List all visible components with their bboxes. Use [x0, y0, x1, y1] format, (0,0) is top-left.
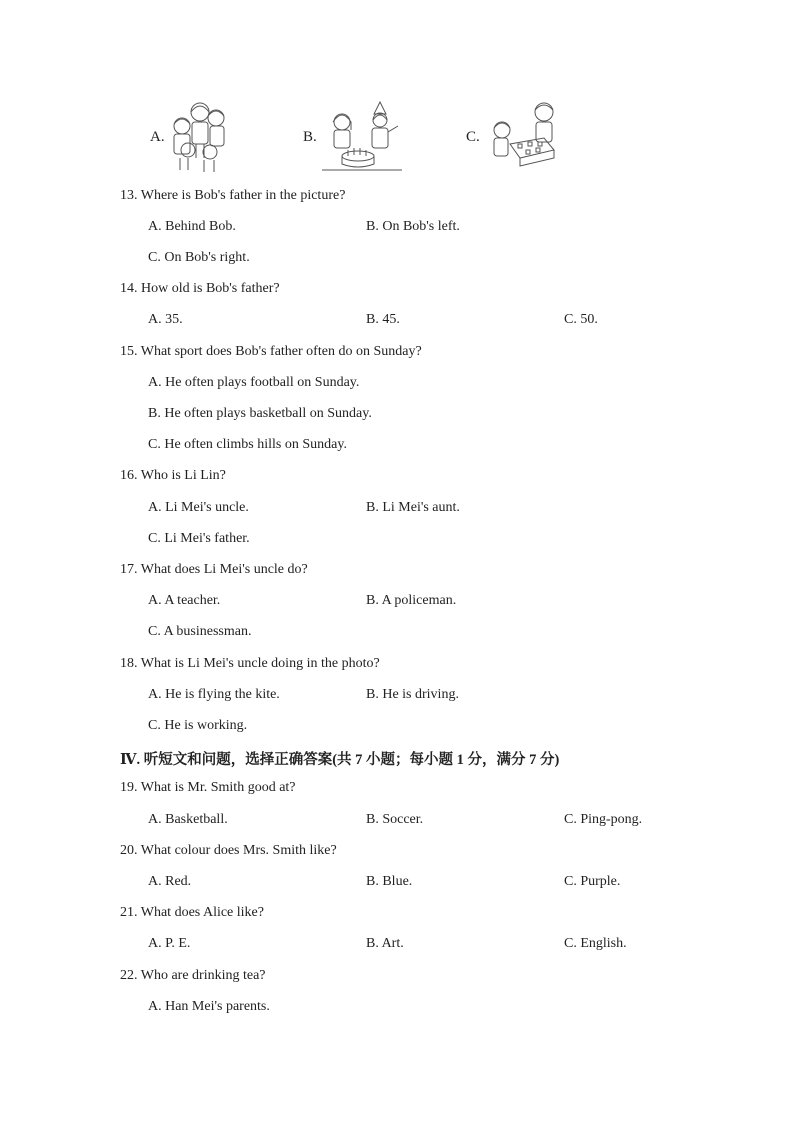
- q15-option-a[interactable]: A. He often plays football on Sunday.: [148, 375, 360, 390]
- q17-option-a[interactable]: A. A teacher.: [148, 593, 221, 608]
- q20-option-a[interactable]: A. Red.: [148, 874, 192, 889]
- question-15: 15. What sport does Bob's father often do on Sunday?: [120, 344, 422, 359]
- q18-option-a[interactable]: A. He is flying the kite.: [148, 687, 280, 702]
- q16-option-b[interactable]: B. Li Mei's aunt.: [366, 500, 460, 515]
- q13-option-b[interactable]: B. On Bob's left.: [366, 219, 460, 234]
- q19-option-b[interactable]: B. Soccer.: [366, 812, 424, 827]
- section-4-title: Ⅳ. 听短文和问题，选择正确答案(共 7 小题；每小题 1 分，满分 7 分): [120, 752, 560, 768]
- q15-option-c[interactable]: C. He often climbs hills on Sunday.: [148, 437, 347, 452]
- q17-option-c[interactable]: C. A businessman.: [148, 624, 252, 639]
- q14-option-a[interactable]: A. 35.: [148, 312, 183, 327]
- question-18: 18. What is Li Mei's uncle doing in the photo?: [120, 656, 380, 671]
- playing-chess-icon: [488, 100, 560, 174]
- question-21: 21. What does Alice like?: [120, 905, 264, 920]
- question-20: 20. What colour does Mrs. Smith like?: [120, 843, 337, 858]
- picture-b-label: B.: [303, 129, 317, 145]
- question-14: 14. How old is Bob's father?: [120, 281, 280, 296]
- q21-option-b[interactable]: B. Art.: [366, 936, 404, 951]
- birthday-cake-icon: [318, 100, 406, 174]
- q20-option-b[interactable]: B. Blue.: [366, 874, 413, 889]
- q13-option-a[interactable]: A. Behind Bob.: [148, 219, 236, 234]
- q19-option-c[interactable]: C. Ping-pong.: [564, 812, 643, 827]
- question-13: 13. Where is Bob's father in the picture?: [120, 188, 346, 203]
- q16-option-c[interactable]: C. Li Mei's father.: [148, 531, 250, 546]
- q19-option-a[interactable]: A. Basketball.: [148, 812, 228, 827]
- question-16: 16. Who is Li Lin?: [120, 468, 226, 483]
- q16-option-a[interactable]: A. Li Mei's uncle.: [148, 500, 249, 515]
- question-22: 22. Who are drinking tea?: [120, 968, 266, 983]
- q20-option-c[interactable]: C. Purple.: [564, 874, 621, 889]
- question-17: 17. What does Li Mei's uncle do?: [120, 562, 308, 577]
- q14-option-b[interactable]: B. 45.: [366, 312, 400, 327]
- q18-option-c[interactable]: C. He is working.: [148, 718, 248, 733]
- q18-option-b[interactable]: B. He is driving.: [366, 687, 459, 702]
- q13-option-c[interactable]: C. On Bob's right.: [148, 250, 250, 265]
- q21-option-c[interactable]: C. English.: [564, 936, 627, 951]
- family-group-icon: [166, 98, 236, 174]
- q14-option-c[interactable]: C. 50.: [564, 312, 598, 327]
- q22-option-a[interactable]: A. Han Mei's parents.: [148, 999, 270, 1014]
- q17-option-b[interactable]: B. A policeman.: [366, 593, 457, 608]
- q21-option-a[interactable]: A. P. E.: [148, 936, 191, 951]
- question-19: 19. What is Mr. Smith good at?: [120, 780, 296, 795]
- picture-a-label: A.: [150, 129, 165, 145]
- picture-c-label: C.: [466, 129, 480, 145]
- q15-option-b[interactable]: B. He often plays basketball on Sunday.: [148, 406, 372, 421]
